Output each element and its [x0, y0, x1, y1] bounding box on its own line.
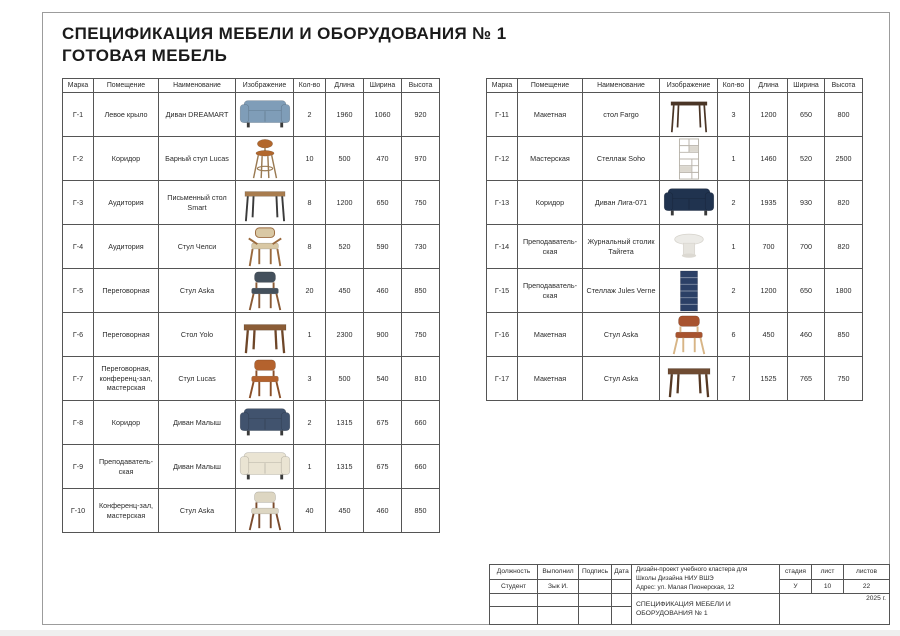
wooden-table-image	[238, 314, 292, 356]
mark-cell: Г-6	[63, 313, 94, 357]
mark-cell: Г-4	[63, 225, 94, 269]
sheet-header: лист	[812, 565, 844, 580]
height-cell: 2500	[825, 137, 863, 181]
name-cell: Стол Yolo	[159, 313, 236, 357]
dark-chair-image	[238, 270, 292, 312]
room-cell: Макетная	[518, 313, 583, 357]
height-cell: 730	[402, 225, 440, 269]
project-line2: Школы Дизайна НИУ ВШЭ	[636, 574, 714, 582]
column-header: Ширина	[788, 79, 825, 93]
quantity-cell: 2	[718, 269, 750, 313]
executed-by-header: Выполнил	[538, 565, 579, 580]
name-cell: стол Fargo	[583, 93, 660, 137]
height-cell: 820	[825, 181, 863, 225]
project-description	[632, 565, 780, 594]
image-cell	[236, 445, 294, 489]
table-row	[63, 137, 440, 181]
name-cell: Стул Челси	[159, 225, 236, 269]
room-cell: Переговорная	[94, 313, 159, 357]
length-cell: 450	[326, 489, 364, 533]
room-cell: Преподаватель-ская	[518, 269, 583, 313]
title-block	[489, 564, 890, 625]
image-cell	[236, 225, 294, 269]
mark-cell: Г-8	[63, 401, 94, 445]
project-line1: Дизайн-проект учебного кластера для	[636, 566, 748, 573]
mark-cell: Г-2	[63, 137, 94, 181]
navy-bookshelf-image	[662, 270, 716, 312]
empty-cell	[538, 607, 579, 625]
table-row	[487, 357, 863, 401]
length-cell: 1960	[326, 93, 364, 137]
page-title	[62, 23, 507, 67]
mark-cell: Г-5	[63, 269, 94, 313]
height-cell: 850	[825, 313, 863, 357]
image-cell	[660, 269, 718, 313]
column-header: Марка	[63, 79, 94, 93]
sheet-value: 10	[812, 579, 844, 594]
width-cell: 520	[788, 137, 825, 181]
table-row	[63, 357, 440, 401]
length-cell: 1935	[750, 181, 788, 225]
mark-cell: Г-16	[487, 313, 518, 357]
length-cell: 500	[326, 357, 364, 401]
column-header: Изображение	[660, 79, 718, 93]
quantity-cell: 2	[294, 93, 326, 137]
mark-cell: Г-12	[487, 137, 518, 181]
length-cell: 1200	[326, 181, 364, 225]
name-cell: Стул Aska	[159, 269, 236, 313]
room-cell: Коридор	[94, 401, 159, 445]
room-cell: Мастерская	[518, 137, 583, 181]
width-cell: 650	[788, 93, 825, 137]
quantity-cell: 1	[718, 225, 750, 269]
name-cell: Диван DREAMART	[159, 93, 236, 137]
table-row	[63, 445, 440, 489]
quantity-cell: 2	[294, 401, 326, 445]
quantity-cell: 2	[718, 181, 750, 225]
column-header: Помещение	[518, 79, 583, 93]
mark-cell: Г-1	[63, 93, 94, 137]
height-cell: 750	[402, 181, 440, 225]
brown-desk-image	[662, 358, 716, 400]
stage-header: стадия	[780, 565, 812, 580]
document-title: СПЕЦИФИКАЦИЯ МЕБЕЛИ И ОБОРУДОВАНИЯ № 1	[632, 594, 780, 625]
spec-table-right	[486, 78, 863, 401]
empty-cell	[579, 607, 612, 625]
length-cell: 2300	[326, 313, 364, 357]
length-cell: 1200	[750, 93, 788, 137]
round-coffee-table-image	[662, 226, 716, 268]
room-cell: Аудитория	[94, 181, 159, 225]
height-cell: 920	[402, 93, 440, 137]
table-row	[487, 93, 863, 137]
stage-value: У	[780, 579, 812, 594]
header-row	[487, 79, 863, 93]
column-header: Марка	[487, 79, 518, 93]
table-row	[487, 137, 863, 181]
height-cell: 810	[402, 357, 440, 401]
height-cell: 1800	[825, 269, 863, 313]
image-cell	[236, 181, 294, 225]
page-title-line2: ГОТОВАЯ МЕБЕЛЬ	[62, 46, 228, 65]
table-row	[63, 489, 440, 533]
writing-desk-image	[238, 182, 292, 224]
column-header: Ширина	[364, 79, 402, 93]
sheets-value: 22	[844, 579, 890, 594]
height-cell: 820	[825, 225, 863, 269]
image-cell	[236, 489, 294, 533]
width-cell: 900	[364, 313, 402, 357]
room-cell: Преподаватель-ская	[518, 225, 583, 269]
sheets-header: листов	[844, 565, 890, 580]
red-brown-chair-image	[662, 314, 716, 356]
empty-cell	[538, 594, 579, 607]
quantity-cell: 1	[718, 137, 750, 181]
header-row	[63, 79, 440, 93]
length-cell: 700	[750, 225, 788, 269]
width-cell: 590	[364, 225, 402, 269]
empty-cell	[612, 594, 632, 607]
name-cell: Стеллаж Jules Verne	[583, 269, 660, 313]
image-cell	[236, 357, 294, 401]
beige-chair-image	[238, 490, 292, 532]
spec-table-left	[62, 78, 440, 533]
image-cell	[660, 181, 718, 225]
blue-sofa-image	[238, 94, 292, 136]
wooden-armchair-image	[238, 226, 292, 268]
table-row	[63, 313, 440, 357]
room-cell: Макетная	[518, 93, 583, 137]
name-cell: Диван Малыш	[159, 445, 236, 489]
image-cell	[660, 313, 718, 357]
table-row	[63, 401, 440, 445]
room-cell: Конференц-зал, мастерская	[94, 489, 159, 533]
width-cell: 930	[788, 181, 825, 225]
empty-cell	[579, 594, 612, 607]
column-header: Наименование	[159, 79, 236, 93]
height-cell: 660	[402, 445, 440, 489]
column-header: Изображение	[236, 79, 294, 93]
year-label: 2025 г.	[866, 595, 886, 603]
column-header: Помещение	[94, 79, 159, 93]
mark-cell: Г-11	[487, 93, 518, 137]
orange-chair-image	[238, 358, 292, 400]
quantity-cell: 20	[294, 269, 326, 313]
name-cell: Журнальный столик Тайгета	[583, 225, 660, 269]
image-cell	[236, 269, 294, 313]
position-value: Студент	[490, 579, 538, 594]
scan-edge	[0, 630, 900, 636]
name-cell: Стул Lucas	[159, 357, 236, 401]
navy-sofa-image	[662, 182, 716, 224]
table-row	[487, 269, 863, 313]
name-cell: Барный стул Lucas	[159, 137, 236, 181]
column-header: Длина	[750, 79, 788, 93]
mark-cell: Г-17	[487, 357, 518, 401]
image-cell	[236, 137, 294, 181]
room-cell: Макетная	[518, 357, 583, 401]
room-cell: Коридор	[518, 181, 583, 225]
bar-stool-image	[238, 138, 292, 180]
column-header: Высота	[825, 79, 863, 93]
name-cell: Стул Aska	[583, 357, 660, 401]
column-header: Кол-во	[294, 79, 326, 93]
mark-cell: Г-3	[63, 181, 94, 225]
year-cell	[780, 594, 890, 625]
title-block-empty-row	[490, 594, 890, 607]
mark-cell: Г-9	[63, 445, 94, 489]
image-cell	[236, 93, 294, 137]
height-cell: 750	[402, 313, 440, 357]
height-cell: 660	[402, 401, 440, 445]
name-cell: Диван Малыш	[159, 401, 236, 445]
quantity-cell: 10	[294, 137, 326, 181]
width-cell: 460	[364, 489, 402, 533]
quantity-cell: 3	[294, 357, 326, 401]
quantity-cell: 1	[294, 445, 326, 489]
width-cell: 470	[364, 137, 402, 181]
page-title-line1: СПЕЦИФИКАЦИЯ МЕБЕЛИ И ОБОРУДОВАНИЯ № 1	[62, 24, 507, 43]
table-row	[63, 225, 440, 269]
cream-sofa-image	[238, 446, 292, 488]
name-cell: Стеллаж Soho	[583, 137, 660, 181]
empty-cell	[490, 594, 538, 607]
executed-by-value: Зык И.	[538, 579, 579, 594]
length-cell: 1315	[326, 445, 364, 489]
width-cell: 460	[788, 313, 825, 357]
name-cell: Стул Aska	[159, 489, 236, 533]
height-cell: 750	[825, 357, 863, 401]
width-cell: 1060	[364, 93, 402, 137]
width-cell: 460	[364, 269, 402, 313]
height-cell: 850	[402, 489, 440, 533]
length-cell: 450	[326, 269, 364, 313]
image-cell	[236, 401, 294, 445]
mark-cell: Г-10	[63, 489, 94, 533]
height-cell: 970	[402, 137, 440, 181]
height-cell: 800	[825, 93, 863, 137]
table-row	[487, 313, 863, 357]
image-cell	[660, 357, 718, 401]
date-value	[612, 579, 632, 594]
length-cell: 450	[750, 313, 788, 357]
image-cell	[660, 93, 718, 137]
name-cell: Стул Aska	[583, 313, 660, 357]
quantity-cell: 7	[718, 357, 750, 401]
quantity-cell: 8	[294, 225, 326, 269]
quantity-cell: 1	[294, 313, 326, 357]
position-header: Должность	[490, 565, 538, 580]
room-cell: Переговорная	[94, 269, 159, 313]
navy-sofa-image	[238, 402, 292, 444]
width-cell: 540	[364, 357, 402, 401]
image-cell	[660, 137, 718, 181]
room-cell: Аудитория	[94, 225, 159, 269]
room-cell: Левое крыло	[94, 93, 159, 137]
quantity-cell: 6	[718, 313, 750, 357]
height-cell: 850	[402, 269, 440, 313]
width-cell: 765	[788, 357, 825, 401]
length-cell: 520	[326, 225, 364, 269]
project-line3: Адрес: ул. Малая Пионерская, 12	[636, 583, 735, 591]
image-cell	[236, 313, 294, 357]
name-cell: Диван Лига-071	[583, 181, 660, 225]
mark-cell: Г-14	[487, 225, 518, 269]
grid-shelf-image	[662, 138, 716, 180]
quantity-cell: 3	[718, 93, 750, 137]
column-header: Наименование	[583, 79, 660, 93]
column-header: Кол-во	[718, 79, 750, 93]
room-cell: Коридор	[94, 137, 159, 181]
mark-cell: Г-15	[487, 269, 518, 313]
table-row	[63, 93, 440, 137]
table-row	[63, 269, 440, 313]
console-table-image	[662, 94, 716, 136]
length-cell: 1525	[750, 357, 788, 401]
width-cell: 650	[364, 181, 402, 225]
table-row	[487, 181, 863, 225]
width-cell: 650	[788, 269, 825, 313]
mark-cell: Г-13	[487, 181, 518, 225]
empty-cell	[612, 607, 632, 625]
width-cell: 700	[788, 225, 825, 269]
length-cell: 1460	[750, 137, 788, 181]
mark-cell: Г-7	[63, 357, 94, 401]
length-cell: 1315	[326, 401, 364, 445]
quantity-cell: 40	[294, 489, 326, 533]
signature-value	[579, 579, 612, 594]
table-row	[487, 225, 863, 269]
column-header: Высота	[402, 79, 440, 93]
width-cell: 675	[364, 401, 402, 445]
length-cell: 1200	[750, 269, 788, 313]
image-cell	[660, 225, 718, 269]
empty-cell	[490, 607, 538, 625]
name-cell: Письменный стол Smart	[159, 181, 236, 225]
width-cell: 675	[364, 445, 402, 489]
room-cell: Переговорная, конференц-зал, мастерская	[94, 357, 159, 401]
title-block-header-row	[490, 565, 890, 580]
table-row	[63, 181, 440, 225]
quantity-cell: 8	[294, 181, 326, 225]
length-cell: 500	[326, 137, 364, 181]
room-cell: Преподаватель-ская	[94, 445, 159, 489]
column-header: Длина	[326, 79, 364, 93]
date-header: Дата	[612, 565, 632, 580]
signature-header: Подпись	[579, 565, 612, 580]
